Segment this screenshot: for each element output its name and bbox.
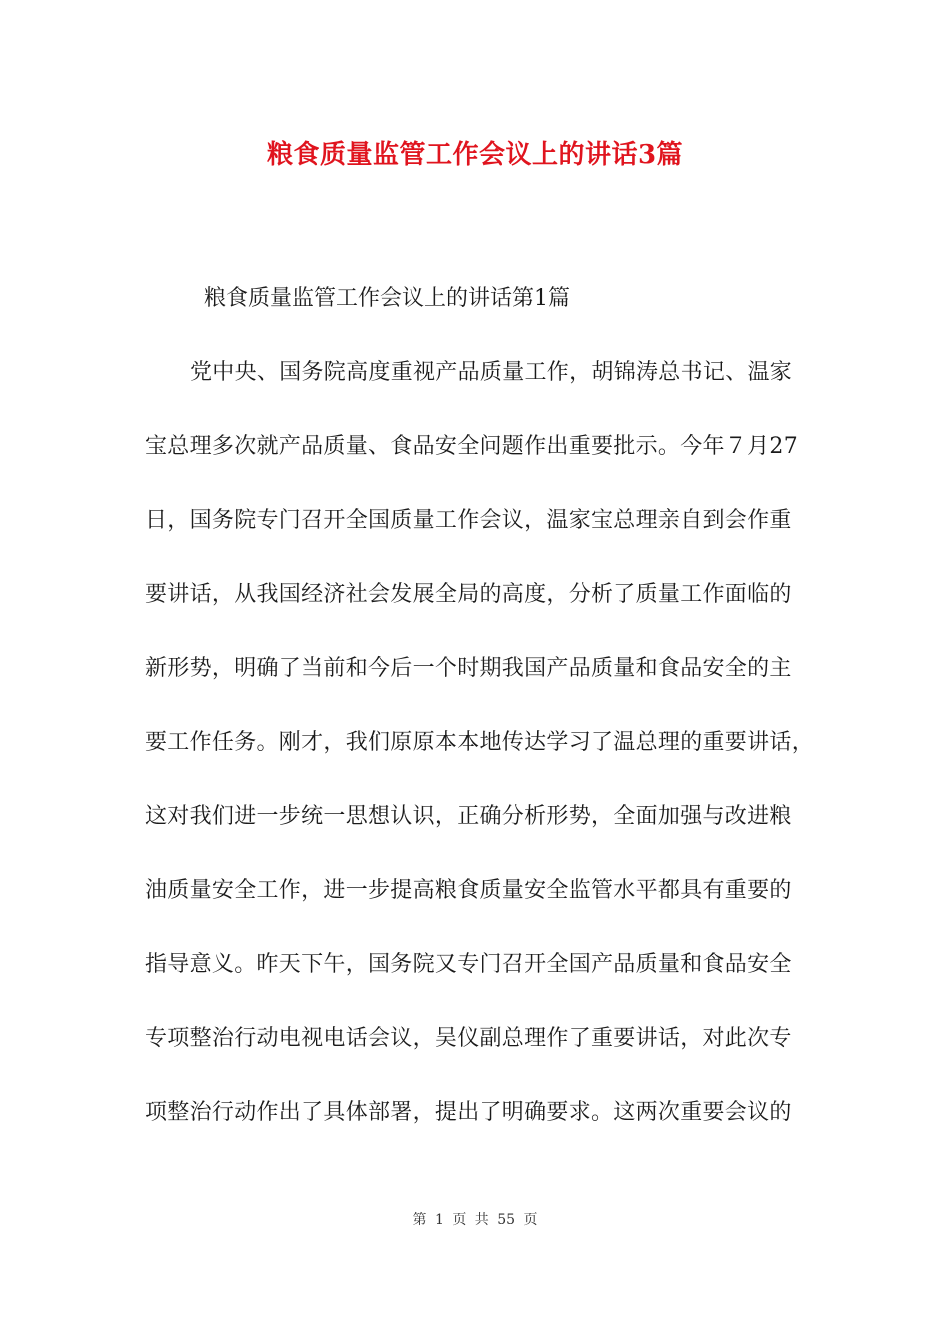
paragraph-line: 要工作任务。刚才，我们原原本本地传达学习了温总理的重要讲话， (145, 730, 815, 755)
section-heading: 粮食质量监管工作会议上的讲话第1篇 (204, 286, 570, 311)
total-prefix: 共 (474, 1212, 489, 1228)
paragraph-line: 要讲话，从我国经济社会发展全局的高度，分析了质量工作面临的 (145, 582, 792, 607)
paragraph-line: 油质量安全工作，进一步提高粮食质量安全监管水平都具有重要的 (145, 878, 792, 903)
document-title: 粮食质量监管工作会议上的讲话3篇 (266, 140, 684, 170)
page-footer (0, 1209, 950, 1229)
paragraph-line: 党中央、国务院高度重视产品质量工作，胡锦涛总书记、温家 (190, 360, 793, 385)
current-page-number: 1 (434, 1212, 444, 1228)
total-suffix: 页 (523, 1212, 538, 1228)
page-prefix: 第 (412, 1212, 427, 1228)
paragraph-line: 新形势，明确了当前和今后一个时期我国产品质量和食品安全的主 (145, 656, 792, 681)
paragraph-line: 专项整治行动电视电话会议，吴仪副总理作了重要讲话，对此次专 (145, 1026, 792, 1051)
paragraph-line: 宝总理多次就产品质量、食品安全问题作出重要批示。今年７月27 (145, 434, 798, 459)
paragraph-line: 日，国务院专门召开全国质量工作会议，温家宝总理亲自到会作重 (145, 508, 792, 533)
total-pages-number: 55 (497, 1212, 516, 1228)
page-word: 页 (452, 1212, 467, 1228)
paragraph-line: 项整治行动作出了具体部署，提出了明确要求。这两次重要会议的 (145, 1100, 792, 1125)
paragraph-line: 这对我们进一步统一思想认识，正确分析形势，全面加强与改进粮 (145, 804, 792, 829)
paragraph-line: 指导意义。昨天下午，国务院又专门召开全国产品质量和食品安全 (145, 952, 792, 977)
